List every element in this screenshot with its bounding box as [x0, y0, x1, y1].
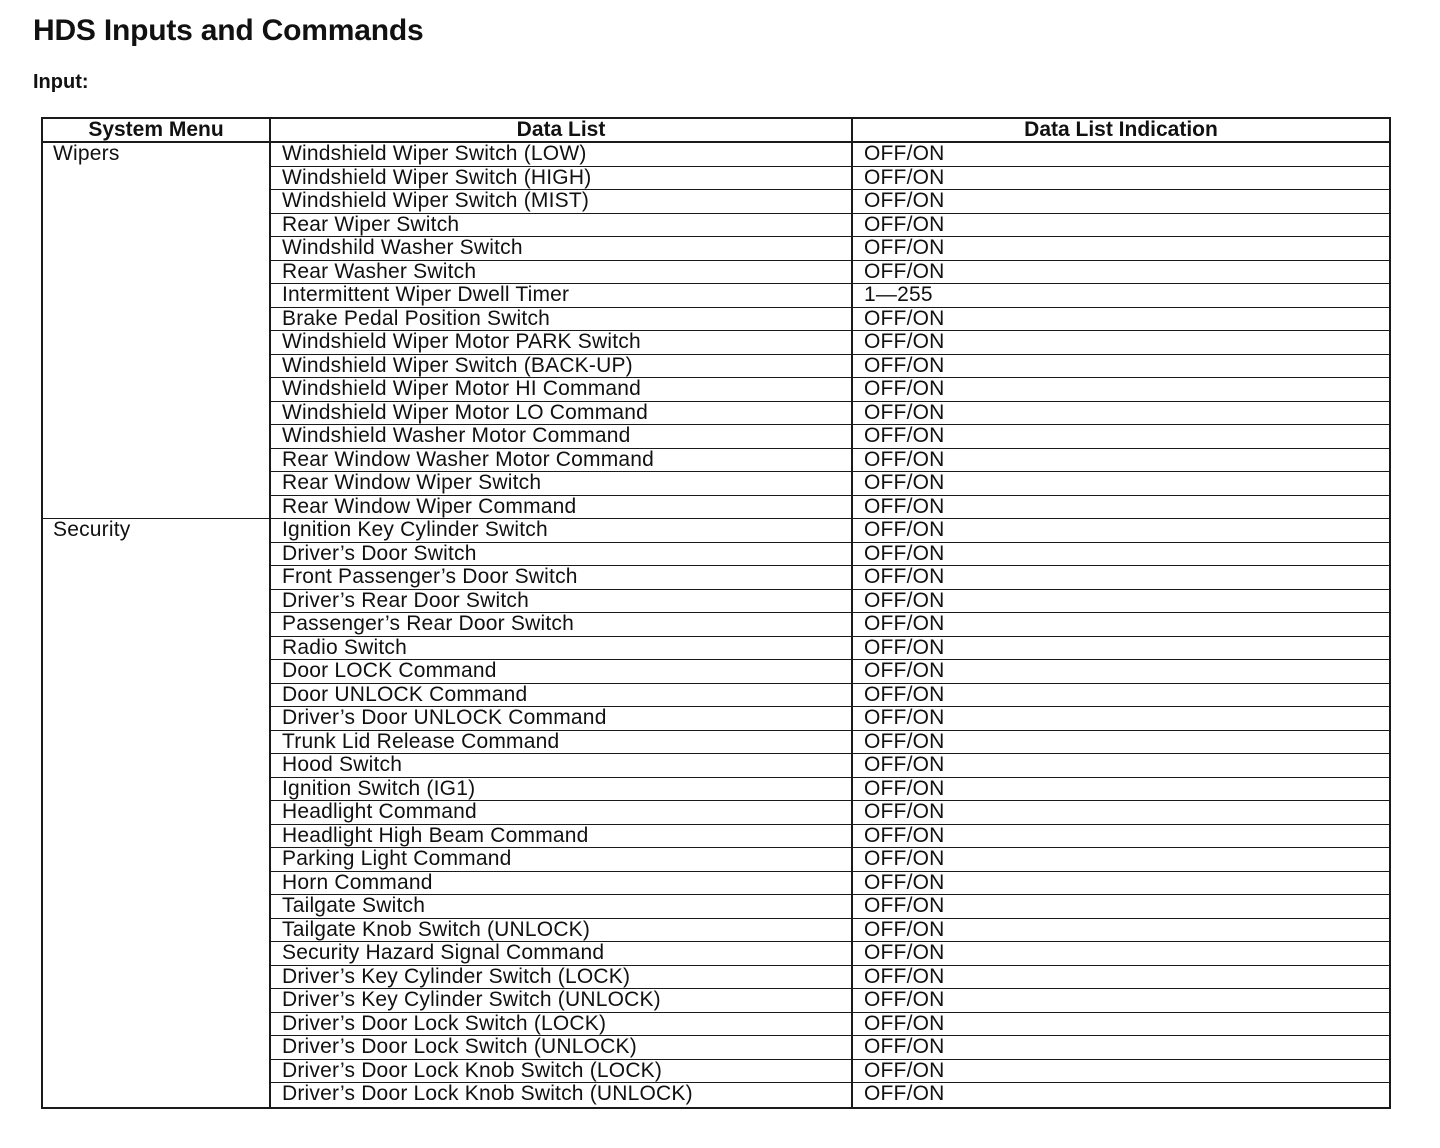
- table-row: [271, 355, 1389, 379]
- data-list-cell: Security Hazard Signal Command: [271, 942, 853, 965]
- table-row: [271, 778, 1389, 802]
- table-rows-wipers: [271, 143, 1389, 519]
- table-row: [271, 1036, 1389, 1060]
- indication-cell: OFF/ON: [864, 918, 945, 941]
- data-list-cell: Ignition Key Cylinder Switch: [271, 519, 853, 542]
- table-row: [271, 449, 1389, 473]
- table-row: [271, 825, 1389, 849]
- table-row: [271, 425, 1389, 449]
- indication-cell: OFF/ON: [864, 895, 945, 917]
- data-list-cell: Tailgate Knob Switch (UNLOCK): [271, 919, 853, 942]
- table-row: [271, 1060, 1389, 1084]
- data-list-cell: Trunk Lid Release Command: [271, 731, 853, 754]
- data-list-cell: Horn Command: [271, 872, 853, 895]
- data-list-cell: Windshield Wiper Switch (MIST): [271, 190, 853, 213]
- indication-cell: OFF/ON: [864, 425, 945, 447]
- data-list-cell: Windshield Wiper Motor HI Command: [271, 378, 853, 401]
- table-row: [271, 872, 1389, 896]
- table-row: [271, 496, 1389, 520]
- table-row: [271, 331, 1389, 355]
- table-row: [271, 660, 1389, 684]
- table-row: [271, 1083, 1389, 1107]
- table-row: [271, 613, 1389, 637]
- table-row: [271, 848, 1389, 872]
- data-list-cell: Headlight High Beam Command: [271, 825, 853, 848]
- indication-cell: OFF/ON: [864, 683, 945, 706]
- table-row: [271, 707, 1389, 731]
- data-list-cell: Windshield Wiper Switch (BACK-UP): [271, 355, 853, 378]
- header-data-list: Data List: [271, 119, 853, 141]
- indication-cell: OFF/ON: [864, 1012, 945, 1035]
- header-system-menu: System Menu: [43, 119, 271, 141]
- indication-cell: OFF/ON: [864, 707, 945, 729]
- table-rows-security: [271, 519, 1389, 1107]
- table-group-wipers: [43, 143, 1389, 519]
- indication-cell: OFF/ON: [864, 1059, 945, 1082]
- page-title: HDS Inputs and Commands: [33, 14, 424, 47]
- indication-cell: OFF/ON: [864, 989, 945, 1011]
- table-row: [271, 919, 1389, 943]
- table-row: [271, 190, 1389, 214]
- data-list-cell: Driver’s Door Lock Switch (LOCK): [271, 1013, 853, 1036]
- data-list-cell: Driver’s Key Cylinder Switch (UNLOCK): [271, 989, 853, 1012]
- table-row: [271, 731, 1389, 755]
- table-row: [271, 942, 1389, 966]
- data-list-cell: Door UNLOCK Command: [271, 684, 853, 707]
- indication-cell: OFF/ON: [864, 942, 945, 964]
- table-row: [271, 895, 1389, 919]
- system-menu-cell-wipers: Wipers: [43, 143, 271, 519]
- indication-cell: OFF/ON: [864, 730, 945, 753]
- indication-cell: OFF/ON: [864, 777, 945, 800]
- table-row: [271, 801, 1389, 825]
- data-list-cell: Radio Switch: [271, 637, 853, 660]
- data-list-cell: Windshield Wiper Motor PARK Switch: [271, 331, 853, 354]
- table-row: [271, 472, 1389, 496]
- indication-cell: OFF/ON: [864, 166, 945, 189]
- indication-cell: OFF/ON: [864, 354, 945, 377]
- table-row: [271, 519, 1389, 543]
- indication-cell: 1—255: [864, 284, 933, 306]
- table-row: [271, 754, 1389, 778]
- indication-cell: OFF/ON: [864, 143, 945, 165]
- indication-cell: OFF/ON: [864, 1036, 945, 1058]
- data-list-cell: Driver’s Door Lock Knob Switch (UNLOCK): [271, 1083, 853, 1107]
- data-list-cell: Rear Window Wiper Command: [271, 496, 853, 519]
- data-list-cell: Hood Switch: [271, 754, 853, 777]
- indication-cell: OFF/ON: [864, 848, 945, 870]
- indication-cell: OFF/ON: [864, 824, 945, 847]
- indication-cell: OFF/ON: [864, 613, 945, 635]
- table-row: [271, 566, 1389, 590]
- indication-cell: OFF/ON: [864, 448, 945, 471]
- indication-cell: OFF/ON: [864, 801, 945, 823]
- table-row: [271, 1013, 1389, 1037]
- indication-cell: OFF/ON: [864, 237, 945, 259]
- indication-cell: OFF/ON: [864, 660, 945, 682]
- indication-cell: OFF/ON: [864, 636, 945, 659]
- header-data-list-indication: Data List Indication: [1024, 118, 1218, 141]
- table-row: [271, 402, 1389, 426]
- data-list-cell: Windshield Wiper Switch (HIGH): [271, 167, 853, 190]
- indication-cell: OFF/ON: [864, 331, 945, 353]
- data-list-cell: Parking Light Command: [271, 848, 853, 871]
- table-row: [271, 214, 1389, 238]
- indication-cell: OFF/ON: [864, 965, 945, 988]
- data-list-cell: Driver’s Key Cylinder Switch (LOCK): [271, 966, 853, 989]
- data-list-cell: Windshield Wiper Switch (LOW): [271, 143, 853, 166]
- indication-cell: OFF/ON: [864, 472, 945, 494]
- data-list-cell: Front Passenger’s Door Switch: [271, 566, 853, 589]
- table-row: [271, 966, 1389, 990]
- table-row: [271, 543, 1389, 567]
- data-list-cell: Passenger’s Rear Door Switch: [271, 613, 853, 636]
- data-list-cell: Rear Window Washer Motor Command: [271, 449, 853, 472]
- indication-cell: OFF/ON: [864, 1083, 945, 1105]
- table-row: [271, 637, 1389, 661]
- section-label-input: Input:: [33, 71, 89, 93]
- table-row: [271, 590, 1389, 614]
- indication-cell: OFF/ON: [864, 401, 945, 424]
- indication-cell: OFF/ON: [864, 542, 945, 565]
- table-header: [43, 119, 1389, 143]
- indication-cell: OFF/ON: [864, 566, 945, 588]
- table-row: [271, 989, 1389, 1013]
- data-list-cell: Driver’s Door UNLOCK Command: [271, 707, 853, 730]
- data-list-cell: Windshield Wiper Motor LO Command: [271, 402, 853, 425]
- indication-cell: OFF/ON: [864, 307, 945, 330]
- indication-cell: OFF/ON: [864, 213, 945, 236]
- data-list-cell: Driver’s Door Lock Knob Switch (LOCK): [271, 1060, 853, 1083]
- table-row: [271, 261, 1389, 285]
- indication-cell: OFF/ON: [864, 260, 945, 283]
- table-group-security: [43, 519, 1389, 1107]
- inputs-table: [41, 117, 1391, 1109]
- data-list-cell: Intermittent Wiper Dwell Timer: [271, 284, 853, 307]
- data-list-cell: Headlight Command: [271, 801, 853, 824]
- data-list-cell: Driver’s Door Switch: [271, 543, 853, 566]
- data-list-cell: Ignition Switch (IG1): [271, 778, 853, 801]
- data-list-cell: Brake Pedal Position Switch: [271, 308, 853, 331]
- data-list-cell: Driver’s Door Lock Switch (UNLOCK): [271, 1036, 853, 1059]
- system-menu-cell-security: Security: [43, 519, 271, 1107]
- table-row: [271, 308, 1389, 332]
- table-row: [271, 143, 1389, 167]
- data-list-cell: Rear Wiper Switch: [271, 214, 853, 237]
- indication-cell: OFF/ON: [864, 589, 945, 612]
- data-list-cell: Windshild Washer Switch: [271, 237, 853, 260]
- indication-cell: OFF/ON: [864, 495, 945, 518]
- table-row: [271, 684, 1389, 708]
- indication-cell: OFF/ON: [864, 871, 945, 894]
- table-row: [271, 378, 1389, 402]
- table-row: [271, 237, 1389, 261]
- table-row: [271, 167, 1389, 191]
- indication-cell: OFF/ON: [864, 378, 945, 400]
- data-list-cell: Driver’s Rear Door Switch: [271, 590, 853, 613]
- data-list-cell: Tailgate Switch: [271, 895, 853, 918]
- data-list-cell: Rear Washer Switch: [271, 261, 853, 284]
- table-row: [271, 284, 1389, 308]
- indication-cell: OFF/ON: [864, 519, 945, 541]
- indication-cell: OFF/ON: [864, 190, 945, 212]
- indication-cell: OFF/ON: [864, 754, 945, 776]
- data-list-cell: Door LOCK Command: [271, 660, 853, 683]
- data-list-cell: Rear Window Wiper Switch: [271, 472, 853, 495]
- data-list-cell: Windshield Washer Motor Command: [271, 425, 853, 448]
